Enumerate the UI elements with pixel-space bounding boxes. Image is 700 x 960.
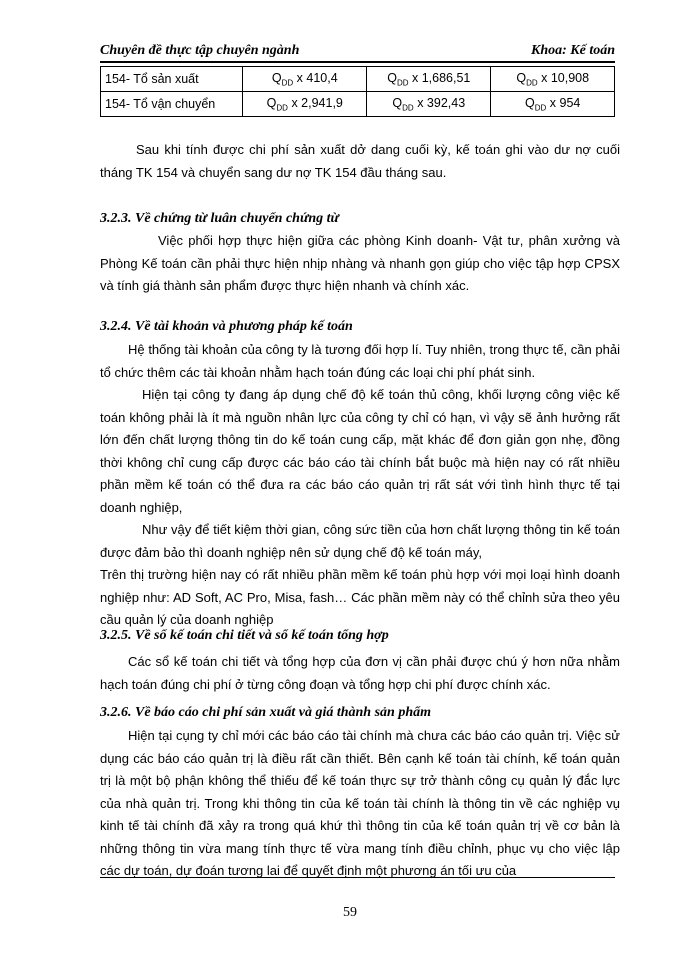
section-heading-3-2-4: 3.2.4. Về tài khoản và phương pháp kế toán xyxy=(100,319,353,334)
cost-table xyxy=(100,66,615,117)
header-department: Khoa: Kế toán xyxy=(530,43,615,58)
row-label: 154- Tổ vận chuyển xyxy=(101,92,243,117)
section-heading-3-2-5: 3.2.5. Về sổ kế toán chi tiết và sổ kế toán tổng hợp xyxy=(100,628,389,643)
table-row xyxy=(101,92,615,117)
section-heading-3-2-6: 3.2.6. Về báo cáo chi phí sản xuất và giá thành sản phẩm xyxy=(100,705,432,720)
footer-rule xyxy=(100,877,615,878)
intro-paragraph: Sau khi tính được chi phí sản xuất dở dang cuối kỳ, kế toán ghi vào dư nợ cuối tháng TK 154 và chuyển sang dư nợ TK 154 đầu tháng sau. xyxy=(100,142,620,180)
paragraph-3-2-3: Việc phối hợp thực hiện giữa các phòng Kinh doanh- Vật tư, phân xưởng và Phòng Kế toán cần phải thực hiện nhịp nhàng và nhanh gọn giúp cho việc tập hợp CPSX và tính giá thành sản phẩm được thực hiện nhanh và chính xác. xyxy=(100,233,620,293)
section-heading-3-2-3: 3.2.3. Về chứng từ luân chuyển chứng từ xyxy=(100,211,339,226)
table-cell: $Q_{DD}$ x 10,908 xyxy=(491,67,615,92)
paragraph-3-2-5: Các sổ kế toán chi tiết và tổng hợp của đơn vị cần phải được chú ý hơn nữa nhằm hạch toán đúng chi phí ở từng công đoạn và tổng hợp chi phí được chính xác. xyxy=(100,654,620,692)
header-title: Chuyên đề thực tập chuyên ngành xyxy=(100,43,300,58)
page-number: 59 xyxy=(343,905,357,920)
table-cell: $Q_{DD}$ x 954 xyxy=(491,92,615,117)
table-cell: $Q_{DD}$ x 410,4 xyxy=(243,67,367,92)
table-cell: $Q_{DD}$ x 2,941,9 xyxy=(243,92,367,117)
paragraph-3-2-4: Hệ thống tài khoản của công ty là tương đối hợp lí. Tuy nhiên, trong thực tế, cần phải tổ chức thêm các tài khoản nhằm hạch toán đúng các loại chi phí phát sinh. Hiện tại công ty đang áp dụng chế độ kế toán thủ công, khối lượng công việc kế toán không phải là ít mà nguồn nhân lực của công ty chỉ có hạn, vì vậy sẽ ảnh hưởng rất lớn đến chất lượng thông tin do kế toán cung cấp, mặt khác để đơn giản gọn nhẹ, đồng thời không chỉ cung cấp được các báo cáo tài chính bắt buộc mà hiện nay có rất nhiều phần mềm kế toán có thể đưa ra các báo cáo quản trị rất sát với tình hình thực tế tại doanh nghiệp, Như vậy để tiết kiệm thời gian, công sức tiền của hơn chất lượng thông tin kế toán được đảm bảo thì doanh nghiệp nên sử dụng chế độ kế toán máy, Trên thị trường hiện nay có rất nhiều phần mềm kế toán phù hợp với mọi loại hình doanh nghiệp như: AD Soft, AC Pro, Misa, fash… Các phần mềm này có thể chỉnh sửa theo yêu cầu quản lý của doanh nghiệp xyxy=(100,342,620,627)
page-header xyxy=(100,41,615,63)
row-label: 154- Tổ sản xuất xyxy=(101,67,243,92)
table-row xyxy=(101,67,615,92)
paragraph-3-2-6: Hiện tại cụng ty chỉ mới các báo cáo tài chính mà chưa các báo cáo quản trị. Việc sử dụng các báo cáo quản trị là điều rất cần thiết. Bên cạnh kế toán tài chính, kế toán quản trị là một bộ phận không thể thiếu để kế toán thực sự trở thành công cụ quản lý đắc lực của nhà quản trị. Trong khi thông tin của kế toán tài chính là thông tin về các nghiệp vụ kinh tế tài chính đã xảy ra trong quá khứ thì thông tin của kế toán quản trị về cơ bản là những thông tin vừa mang tính thực tế vừa mang tính điều chỉnh, phục vụ cho việc lập các dự toán, dự đoán tương lai để quyết định một phương án tối ưu của xyxy=(100,728,620,878)
table-cell: $Q_{DD}$ x 392,43 xyxy=(367,92,491,117)
table-cell: $Q_{DD}$ x 1,686,51 xyxy=(367,67,491,92)
